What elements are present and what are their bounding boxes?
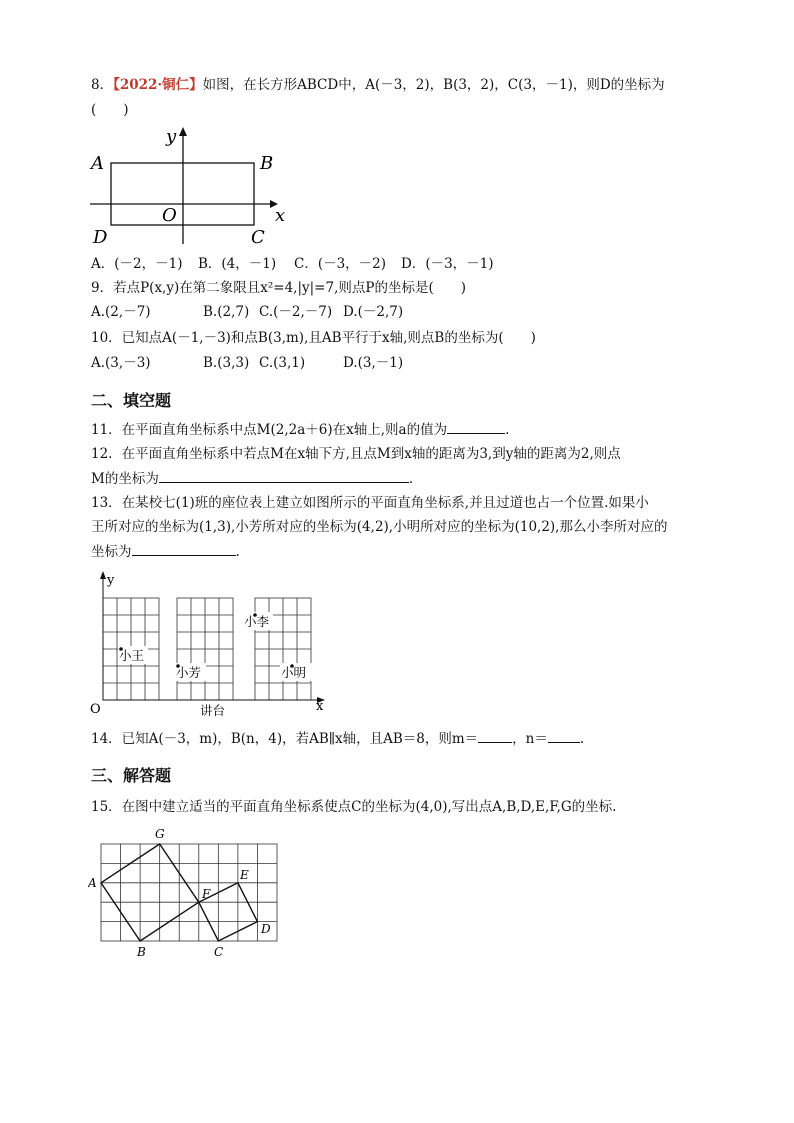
q15-label-e: E [240,868,249,882]
q13-label-ming: 小明 [281,665,307,680]
section-answer-heading: 三、解答题 [91,766,172,785]
q10-option-b: B.(3,3) [203,355,250,371]
q8-num: 8． [91,77,114,93]
q15-label-c: C [214,945,224,959]
q8-label-origin: O [162,205,177,226]
q9-option-c: C.(－2,－7) [259,304,333,320]
q15-grid-figure [88,826,288,961]
q8-label-d: D [93,227,108,248]
q11-line [91,419,509,440]
q11-answer-blank[interactable] [447,419,505,434]
q11-end: . [505,422,510,438]
q14-line [91,728,584,749]
q10-option-d: D.(3,－1) [343,355,404,371]
q12-line1: 12．在平面直角坐标系中若点M在x轴下方,且点M到x轴的距离为3,到y轴的距离为2,则点 [91,446,621,462]
section-fill-in-heading: 二、填空题 [91,391,172,410]
q10-option-a: A.(3,－3) [91,355,151,371]
q12-text: M的坐标为 [91,471,159,487]
q8-line1 [91,75,665,95]
q8-label-b: B [260,153,274,174]
q13-label-li: 小李 [244,614,270,629]
q13-answer-blank[interactable] [132,541,236,556]
q13-label-fang: 小芳 [176,665,202,680]
q15-square-agfb [101,844,199,941]
q14-m-blank[interactable] [478,728,512,743]
q11-text: 11．在平面直角坐标系中点M(2,2a＋6)在x轴上,则a的值为 [91,422,448,438]
q12-end: . [408,471,414,487]
q13-text: 坐标为 [91,544,132,560]
q9-option-b: B.(2,7) [203,304,250,320]
q14-end: . [579,731,585,747]
q15-label-f: F [202,887,211,901]
q15-label-a: A [88,876,97,890]
q15-text: 15．在图中建立适当的平面直角坐标系使点C的坐标为(4,0),写出点A,B,D,E,F,G的坐标. [91,799,617,815]
q13-label-x: x [316,699,324,714]
q13-seat-grid-middle [177,598,233,700]
q8-option-d: D．(－3，－1) [401,256,494,272]
q8-text: 如图，在长方形ABCD中，A(－3，2)，B(3，2)，C(3，－1)，则D的坐标为 [202,77,665,93]
q13-y-arrow-icon [100,571,106,579]
q13-label-origin: O [90,702,101,717]
q8-source-tag: 【2022·铜仁】 [113,77,203,93]
q9-option-d: D.(－2,7) [343,304,404,320]
q13-seating-figure [86,568,336,718]
q8-options [91,254,494,274]
q15-label-b: B [137,945,146,959]
q15-grid [101,844,277,941]
q8-option-b: B．(4，－1) [198,256,277,272]
q15-label-d: D [261,922,271,936]
q10-text: 10．已知点A(－1,－3)和点B(3,m),且AB平行于x轴,则点B的坐标为( ) [91,330,536,346]
q8-y-arrow-icon [179,127,187,136]
q10-option-c: C.(3,1) [259,355,306,371]
q14-text: 14．已知A(－3，m)，B(n，4)，若AB∥x轴，且AB＝8，则m＝ [91,731,479,747]
q8-paren: ( ) [91,102,129,118]
q8-label-c: C [251,227,265,248]
q12-line2 [91,468,413,489]
q9-text: 9．若点P(x,y)在第二象限且x²=4,|y|=7,则点P的坐标是( ) [91,280,466,296]
q8-option-c: C．(－3，－2) [294,256,387,272]
q13-line3 [91,541,240,562]
q13-line1: 13．在某校七(1)班的座位表上建立如图所示的平面直角坐标系,并且过道也占一个位置.如果小 [91,495,649,511]
q8-label-x: x [275,205,286,226]
q13-line2: 王所对应的坐标为(1,3),小芳所对应的坐标为(4,2),小明所对应的坐标为(10,2),那么小李所对应的 [91,519,668,535]
q15-label-g: G [155,827,165,841]
q14-mid: ，n＝ [512,731,548,747]
q10-options [91,353,403,373]
q14-n-blank[interactable] [548,728,580,743]
q13-label-podium: 讲台 [200,703,226,718]
q8-rectangle-figure [88,124,298,250]
q8-label-y: y [166,126,177,147]
q9-option-a: A.(2,－7) [91,304,151,320]
q9-options [91,302,403,322]
q8-label-a: A [91,153,104,174]
q12-answer-blank[interactable] [159,468,409,483]
q8-option-a: A．(－2，－1) [91,256,183,272]
q13-label-wang: 小王 [119,648,145,663]
q13-label-y: y [107,573,115,588]
q13-end: . [235,544,240,560]
